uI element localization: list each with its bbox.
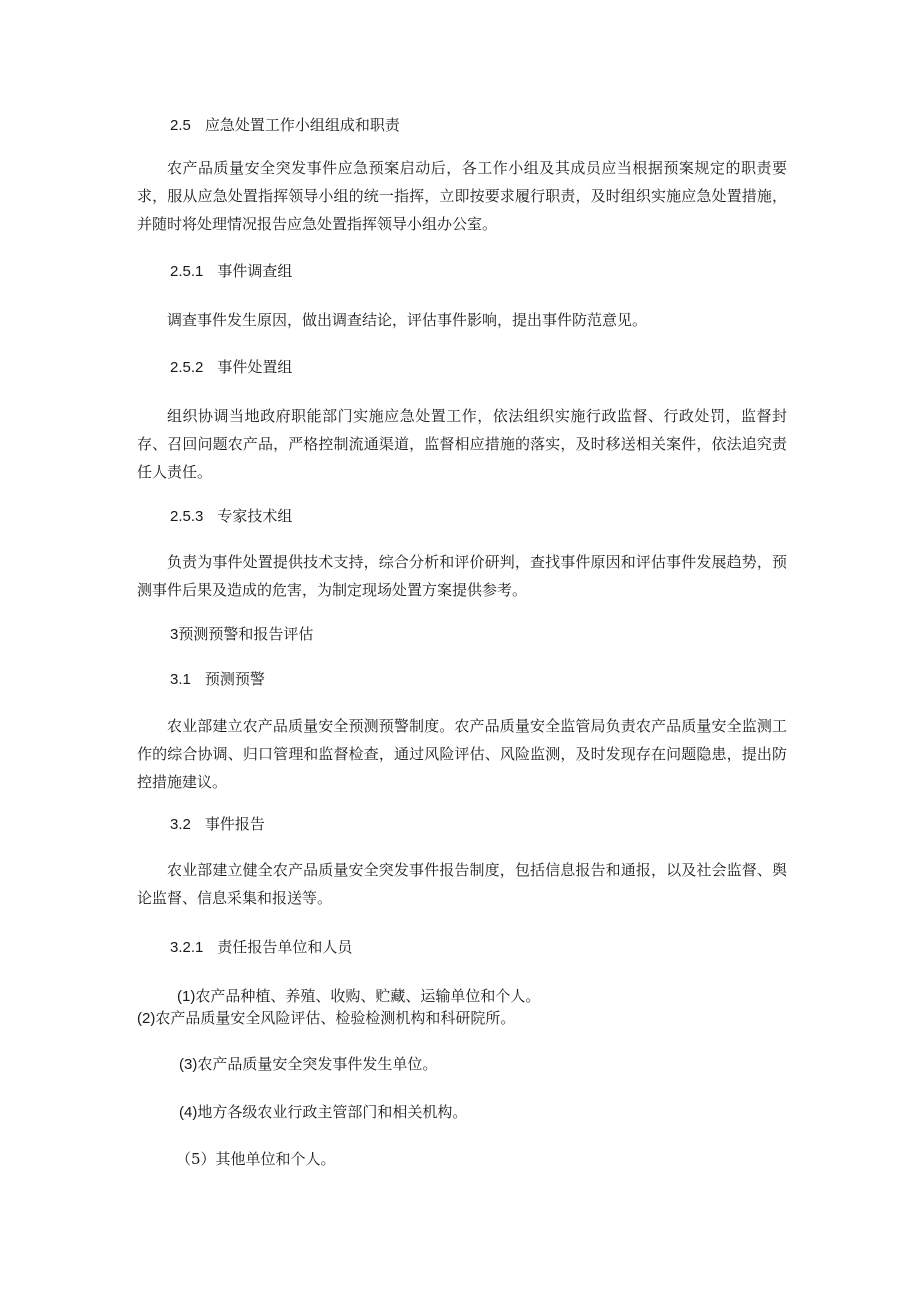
section-title: 事件处置组 — [217, 358, 293, 376]
section-number: 2.5 — [170, 117, 191, 134]
section-heading — [170, 353, 292, 382]
section-title: 事件调查组 — [217, 262, 293, 280]
paragraph: 组织协调当地政府职能部门实施应急处置工作，依法组织实施行政监督、行政处罚，监督封存、召回问题农产品，严格控制流通渠道，监督相应措施的落实，及时移送相关案件，依法追究责任人责任。 — [137, 407, 787, 481]
section-number: 3.1 — [170, 671, 191, 688]
section-number: 3.2.1 — [170, 939, 204, 956]
paragraph: 农产品质量安全突发事件应急预案启动后，各工作小组及其成员应当根据预案规定的职责要求，服从应急处置指挥领导小组的统一指挥，立即按要求履行职责，及时组织实施应急处置措施，并随时将处理情况报告应急处置指挥领导小组办公室。 — [137, 159, 787, 233]
section-number: 2.5.1 — [170, 263, 204, 280]
section-number: 2.5.2 — [170, 359, 204, 376]
section-heading — [170, 620, 313, 649]
section-number: 3.2 — [170, 816, 191, 833]
section-heading — [170, 111, 400, 140]
list-text: 农产品种植、养殖、收购、贮藏、运输单位和个人。 — [195, 987, 541, 1005]
section-title: 责任报告单位和人员 — [217, 938, 353, 956]
paragraph: 农业部建立健全农产品质量安全突发事件报告制度，包括信息报告和通报，以及社会监督、舆论监督、信息采集和报送等。 — [137, 861, 787, 907]
section-heading — [170, 502, 292, 531]
list-text: 其他单位和个人。 — [215, 1150, 336, 1168]
section-title: 预测预警和报告评估 — [178, 625, 314, 643]
list-item — [179, 1050, 437, 1079]
section-heading — [170, 933, 352, 962]
section-number: 2.5.3 — [170, 508, 204, 525]
section-title: 事件报告 — [204, 815, 265, 833]
list-marker: (3) — [179, 1056, 198, 1073]
section-heading — [170, 257, 292, 286]
list-item — [176, 1145, 336, 1173]
list-text: 农产品质量安全突发事件发生单位。 — [197, 1055, 438, 1073]
list-text: 农产品质量安全风险评估、检验检测机构和科研院所。 — [155, 1009, 516, 1027]
section-heading — [170, 665, 265, 694]
section-title: 预测预警 — [204, 670, 265, 688]
section-heading — [170, 810, 265, 839]
paragraph: 负责为事件处置提供技术支持，综合分析和评价研判，查找事件原因和评估事件发展趋势，预测事件后果及造成的危害，为制定现场处置方案提供参考。 — [137, 553, 787, 599]
list-text: 地方各级农业行政主管部门和相关机构。 — [197, 1103, 468, 1121]
list-item — [179, 1098, 467, 1127]
paragraph: 农业部建立农产品质量安全预测预警制度。农产品质量安全监管局负责农产品质量安全监测工作的综合协调、归口管理和监督检查，通过风险评估、风险监测，及时发现存在问题隐患，提出防控措施建议。 — [137, 717, 787, 791]
list-item — [137, 1004, 515, 1033]
list-marker: (1) — [177, 988, 196, 1005]
list-marker: (4) — [179, 1104, 198, 1121]
paragraph: 调查事件发生原因，做出调查结论，评估事件影响，提出事件防范意见。 — [167, 311, 648, 329]
section-number: 3 — [170, 626, 179, 643]
list-marker: （5） — [176, 1150, 216, 1168]
section-title: 应急处置工作小组组成和职责 — [204, 116, 400, 134]
list-marker: (2) — [137, 1010, 156, 1027]
section-title: 专家技术组 — [217, 507, 293, 525]
